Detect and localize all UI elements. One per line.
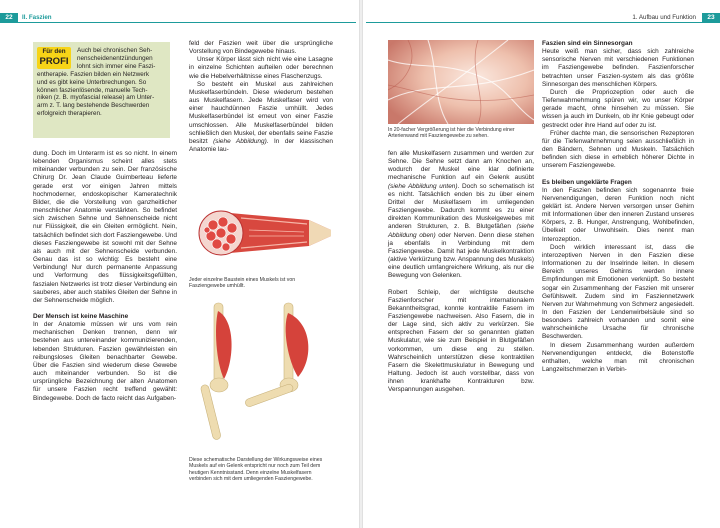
text-span: oder Nerven. Denn diese stehen ja ebenfalls in Verbindung mit dem Fasziengewebe. Damit hat jede Muskelkontraktion (aktive Verkürzung bzw. Anspannung des Muskels) eine deutlich umfangreichere Wirkung, als nur die Bewegung von Gelenken.	[388, 231, 535, 280]
profi-line: erfolgreich therapieren.	[37, 110, 102, 118]
badge-line2: PROFI	[39, 56, 69, 67]
section-heading: Faszien sind ein Sinnesorgan	[542, 40, 633, 47]
profi-text	[33, 47, 170, 118]
section-heading: Es bleiben ungeklärte Fragen	[542, 178, 632, 186]
figure-caption: Jeder einzelne Baustein eines Muskels ist von Fasziengewebe umhüllt.	[189, 277, 296, 290]
body-paragraph	[189, 81, 333, 154]
body-paragraph: Früher dachte man, die sensorischen Rezeptoren für die Tiefenwahrnehmung seien ausschließlich in den Bändern, Sehnen und Muskeln. Tatsächlich befinden sich diese in erheblich höherer Dichte in unserem Fasziengewebe.	[542, 129, 694, 170]
badge-line1: Für den	[42, 48, 66, 55]
body-paragraph: In der Anatomie müssen wir uns vom rein mechanischen Denken trennen, denn wir bestehen aus untereinander kommunizierenden, lebenden Strukturen. Faszien gewährleisten ein reibungsloses Gleiten benachbarter Gewebe. Über die Faszien sind wiederum diese Gewebe auch miteinander verbunden. So ist die ursprüngliche Bezeichnung der alten Anatomen für unsere Faszien recht treffend gewählt: Bindegewebe. Doch de facto reicht das Aufgaben-	[33, 321, 177, 402]
section-heading: Der Mensch ist keine Maschine	[33, 312, 129, 320]
body-paragraph: Heute weiß man sicher, dass sich zahlreiche sensorische Nerven mit verschiedenen Funktionen im Fasziengewebe befinden. Faszienforscher betrachten unser Faszien-system als das größte Sinnesorgan des menschlichen Körpers.	[542, 48, 694, 88]
text-span: . Doch so schematisch ist es nicht. Tatsächlich enden bis zu über einem Drittel der Muskelfasern im umliegenden Fasziengewebe. Dadurch kommt es zu einer direkten Kommunikation des Muskelgewebes mit anderen Strukturen, z. B. Blutgefäßen	[388, 182, 534, 231]
profi-line: nenscheidenentzündungen	[77, 54, 153, 62]
profi-line: Auch bei chronischen Seh-	[77, 47, 153, 54]
section-title: II. Faszien	[22, 14, 52, 21]
figure-caption: In 20-facher Vergrößerung ist hier die Verbindung einer Arterienwand mit Fasziengewebe zu sehen.	[388, 127, 515, 140]
body-paragraph: feld der Faszien weit über die ursprüngliche Vorstellung von Bindegewebe hinaus.	[189, 40, 333, 56]
figure-reference: (siehe Abbildung)	[213, 137, 267, 145]
profi-line: entherapie. Faszien bilden ein Netzwerk	[37, 70, 150, 78]
profi-line: und es gibt keine Unterbrechungen. So	[37, 78, 147, 86]
figure-reference: (siehe Abbildung unten)	[388, 182, 458, 190]
right-column-2	[542, 40, 694, 374]
body-paragraph: dung. Doch im Unterarm ist es so nicht. In einem lebenden Organismus scheint alles stets miteinander verbunden zu sein. Der französische Chirurg Dr. Jean Claude Guimberteau lieferte gerade erst vor einigen Jahren mittels hochmoderner, endoskopischer Kameratechnik Bilder, die die Vorstellung von ganzheitlicher menschlicher Anatomie verstärkten. So befindet sich zwischen Sehne und Sehnenscheide nicht nur Flüssigkeit, die ein Gleiten ermöglicht. Nein, tatsächlich befindet sich dort Fasziengewebe. Und dieses Fasziengewebe ist sowohl mit der Sehne als auch mit der Sehnenscheide verbunden. Genau das ist so wichtig: Es besteht eine Verbindung! Nur durch permanente Anpassung und Verformung des flüssigkeitsgefüllten, faszialen Netzwerks ist trotz dieser Verbindung ein sauberes, aber auch stabiles Gleiten der Sehne in der Sehnenscheide möglich.	[33, 150, 177, 304]
muscle-cross-section-icon	[189, 192, 334, 274]
body-paragraph: Durch die Propriozeption oder auch die Tiefenwahrnehmung spüren wir, wo unser Körper gerade macht, ohne hinsehen zu müssen. Sie wissen ja auch im Dunkeln, ob ihr Knie gebeugt oder gestreckt oder ihre Hand auf oder zu ist.	[542, 88, 694, 129]
page-number: 23	[702, 13, 720, 23]
muscle-illustration	[189, 192, 334, 274]
body-paragraph: In diesem Zusammenhang wurden außerdem Nervenendigungen entdeckt, die Botenstoffe enthalten, welche man mit chronischen Langzeitschmerzen in Verbin-	[542, 341, 694, 374]
artery-photo	[388, 40, 534, 124]
right-page	[362, 0, 720, 528]
profi-line: arm z. T. lang bestehende Beschwerden	[37, 102, 150, 110]
body-paragraph	[388, 150, 534, 281]
left-column-2	[189, 40, 333, 154]
profi-tip-box	[33, 42, 170, 138]
header-rule	[366, 22, 720, 23]
text-span: So besteht ein Muskel aus zahlreichen Muskelfaserbündeln. Diese wiederum bestehen aus Muskelfasern. Jede Muskelfaser wird von einer hauchdünnen Faszie umhüllt. Jedes Muskelfaserbündel ist erneut von einer Faszie umschlossen. Alle Muskelfaserbündel bilden schließlich den Muskel, der ebenfalls seine Faszie besitzt	[189, 80, 333, 145]
page-number: 22	[0, 13, 18, 23]
left-column-1	[33, 150, 177, 403]
section-title: 1. Aufbau und Funktion	[632, 14, 696, 21]
body-paragraph: Robert Schleip, der wichtigste deutsche Faszienforscher mit internationalem Bekanntheitsgrad, konnte kontraktile Fasern im Fasziengewebe nachweisen. Also Fasern, die in der Lage sind, sich aktiv zu verkürzen. Sie entsprechen Fasern der so genannten glatten Muskulatur, wie sie zum Beispiel in Blutgefäßen vorkommen, um diese eng zu stellen. Wahrscheinlich unterstützen diese kontraktilen Fasern die Skelettmuskulatur in Bewegung und Haltung. Jedoch ist auch vorstellbar, dass von ihnen krankhafte Kontrakturen bzw. Verspannungen ausgehen.	[388, 288, 534, 394]
header-rule	[0, 22, 356, 23]
figure-caption: Diese schematische Darstellung der Wirkungsweise eines Muskels auf ein Gelenk entspricht nur noch zum Teil dem heutigen Kenntnisstand. Denn einzelne Muskelfasern verbinden sich mit dem umliegenden Fasziengewebe.	[189, 457, 323, 483]
arm-muscle-icon	[189, 298, 334, 446]
artery-fascia-image	[388, 40, 534, 124]
profi-line: lohnt sich immer eine Faszi-	[77, 62, 156, 70]
arm-illustration	[189, 298, 334, 446]
right-column-1	[388, 150, 534, 395]
figure-reference: (siehe Abbildung oben)	[388, 223, 534, 239]
profi-line: niken (z. B. myofascial release) am Unter-	[37, 94, 155, 102]
text-span: fen alle Muskelfasern zusammen und werden zur Sehne. Die Sehne setzt dann am Knochen an, wodurch der Muskel eine klar definierte mechanische Funktion auf ein Gelenk ausübt	[388, 150, 534, 182]
text-span: . In der klassischen Anatomie lau-	[189, 137, 333, 154]
body-paragraph: In den Faszien befinden sich sogenannte freie Nervenendigungen, deren Funktion noch nicht geklärt ist. Andere Nerven versorgen unser Gehirn mit Informationen über den inneren Zustand unseres Körpers, z. B. Hunger, Anstrengung, Wohlbefinden, Übelkeit oder Unwohlsein. Dies nennt man Interozeption.	[542, 186, 694, 243]
body-paragraph: Doch wirklich interessant ist, dass die interozeptiven Nerven in den Faszien diese Informationen zu der Inselrinde leiten. In diesem Bereich unseres Gehirns werden innere Empfindungen mit Emotionen verknüpft. So besteht sogar ein Zusammenhang der Faszien mit unserer Gefühlswelt. Zudem sind im Fasziennetzwerk Nerven zur Wahrnehmung von Schmerz angesiedelt. In den Faszien der Lendenwirbelsäule sind so besonders zahlreich vorhanden und somit eine wahrscheinliche Ursache für chronische Beschwerden.	[542, 243, 694, 341]
profi-line: können faszienlösende, manuelle Tech-	[37, 86, 148, 94]
body-paragraph: Unser Körper lässt sich nicht wie eine Lasagne in einzelne Schichten aufteilen oder berechnen wie die Hebelverhältnisse eines Flaschenzugs.	[189, 56, 333, 80]
